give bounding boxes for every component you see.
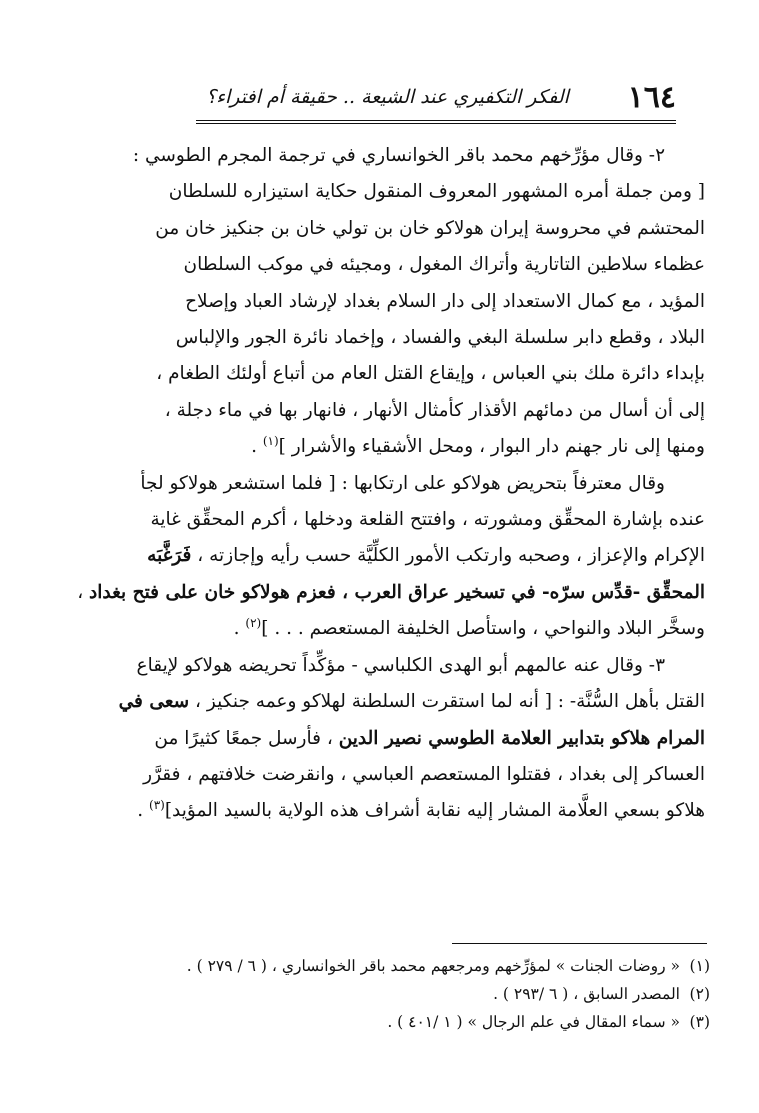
- footnote-2: [60, 980, 710, 1008]
- para-2-line-5-end: .: [233, 618, 246, 640]
- section-2-line-4: عظماء سلاطين التاتارية وأتراك المغول ، ومجيئه في موكب السلطان: [183, 254, 705, 276]
- footnotes: [60, 952, 710, 1036]
- section-2-line-3: المحتشم في محروسة إيران هولاكو خان بن تولي خان بن جنكيز خان من: [155, 217, 705, 239]
- section-2-line-5: المؤيد ، مع كمال الاستعداد إلى دار السلام بغداد لإرشاد العباد وإصلاح: [185, 290, 705, 312]
- footnote-2-text: المصدر السابق ، ( ٦ /٢٩٣ ) .: [493, 985, 680, 1003]
- section-2-line-9-text: ومنها إلى نار جهنم دار البوار ، ومحل الأشقياء والأشرار ]: [278, 436, 705, 458]
- footnote-ref-3[interactable]: (٣): [149, 798, 165, 813]
- footnote-1: [60, 952, 710, 980]
- para-2-line-4-end: ،: [77, 581, 90, 603]
- section-2-line-6: البلاد ، وقطع دابر سلسلة البغي والفساد ، وإخماد نائرة الجور والإلباس: [175, 327, 705, 349]
- section-3-line-3-bold: المرام هلاكو بتدابير العلامة الطوسي نصير الدين: [338, 727, 705, 749]
- footnote-1-number: (١): [689, 957, 710, 975]
- section-3-line-3: [60, 721, 705, 757]
- para-2-line-3-text: الإكرام والإعزاز ، وصحبه وارتكب الأمور الكلِّيَّة حسب رأيه وإجازته ،: [191, 545, 705, 567]
- section-3-line-5: [60, 793, 705, 829]
- section-2-line-8: إلى أن أسال من دمائهم الأقذار كأمثال الأنهار ، فانهار بها في ماء دجلة ،: [164, 399, 705, 421]
- section-3-line-5-end: .: [137, 800, 149, 822]
- para-2-line-2: عنده بإشارة المحقِّق ومشورته ، وافتتح القلعة ودخلها ، أكرم المحقِّق غاية: [150, 509, 705, 531]
- para-2-line-3-bold: فَرَغَّبَه: [147, 545, 192, 567]
- section-3-line-2-text: القتل بأهل السُّنَّة- : [ أنه لما استقرت السلطنة لهلاكو وعمه جنكيز ،: [189, 691, 705, 713]
- page-number: ١٦٤: [627, 80, 676, 115]
- footnote-3-number: (٣): [689, 1013, 710, 1031]
- footnote-2-number: (٢): [689, 985, 710, 1003]
- para-2-line-4-bold: المحقِّق -قدِّس سرّه- في تسخير عراق العرب ، فعزم هولاكو خان على فتح بغداد: [89, 581, 705, 603]
- footnote-1-text: « روضات الجنات » لمؤرِّخهم ومرجعهم محمد باقر الخوانساري ، ( ٦ / ٢٧٩ ) .: [186, 957, 680, 975]
- section-2-line-7: بإبداء دائرة ملك بني العباس ، وإيقاع القتل العام من أتباع أولئك الطغام ،: [156, 363, 705, 385]
- section-3-line-4: العساكر إلى بغداد ، فقتلوا المستعصم العباسي ، وانقرضت خلافتهم ، فقرَّر: [143, 763, 705, 785]
- footnote-3: [60, 1008, 710, 1036]
- footnote-ref-2[interactable]: (٢): [245, 616, 262, 631]
- para-2-line-1: وقال معترفاً بتحريض هولاكو على ارتكابها : [ فلما استشعر هولاكو لجأ: [140, 472, 665, 494]
- para-2-line-5-text: وسخَّر البلاد والنواحي ، واستأصل الخليفة المستعصم . . . ]: [261, 618, 705, 640]
- body-text: [60, 138, 705, 830]
- section-2-line-9: [60, 429, 705, 465]
- footnote-divider: [452, 943, 707, 944]
- section-2-line-9-end: .: [251, 436, 263, 458]
- section-2-line-2: [ ومن جملة أمره المشهور المعروف المنقول حكاية استيزاره للسلطان: [168, 181, 705, 203]
- section-3-line-3-text: ، فأرسل جمعًا كثيرًا من: [154, 727, 339, 749]
- section-3-line-2-bold: سعى في: [118, 691, 190, 713]
- page-header: [196, 78, 676, 124]
- footnote-ref-1[interactable]: (١): [262, 434, 279, 449]
- running-title: الفكر التكفيري عند الشيعة .. حقيقة أم افتراء؟: [206, 86, 569, 108]
- section-3-line-1: ٣- وقال عنه عالمهم أبو الهدى الكلباسي - مؤكِّداً تحريضه هولاكو لإيقاع: [136, 654, 665, 676]
- footnote-3-text: « سماء المقال في علم الرجال » ( ١ /٤٠١ ) .: [387, 1013, 680, 1031]
- section-2-line-1: ٢- وقال مؤرِّخهم محمد باقر الخوانساري في ترجمة المجرم الطوسي :: [132, 145, 665, 166]
- para-2-line-5: [60, 611, 705, 647]
- header-rule: [196, 120, 676, 124]
- section-3-line-5-text: هلاكو بسعي العلَّامة المشار إليه نقابة أشراف هذه الولاية بالسيد المؤيد]: [164, 800, 705, 822]
- section-3-line-2: [60, 684, 705, 720]
- para-2-line-3: [60, 538, 705, 574]
- para-2-line-4: [60, 575, 705, 611]
